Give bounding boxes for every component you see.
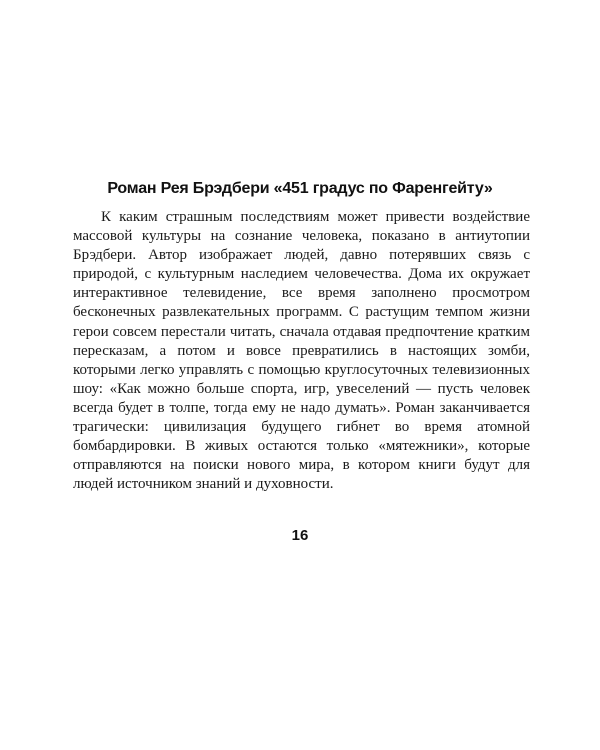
section-heading: Роман Рея Брэдбери «451 градус по Фаренгейту» bbox=[107, 180, 493, 197]
body-paragraph: К каким страшным последствиям может привести воздействие массовой культуры на сознание человека, показано в антиутопии Брэдбери. Автор изображает людей, давно потерявших связь с природой, с культурным наследием человечества. Дома их окружает интерактивное телевидение, все время заполнено просмотром бесконечных развлекательных программ. С растущим темпом жизни герои совсем перестали читать, сначала отдавая предпочтение кратким пересказам, а потом и вовсе превратились в настоящих зомби, которыми легко управлять с помощью круглосуточных телевизионных шоу: «Как можно больше спорта, игр, увеселений — пусть человек всегда будет в толпе, тогда ему не надо думать». Роман заканчивается трагически: цивилизация будущего гибнет во время атомной бомбардировки. В живых остаются только «мятежники», которые отправляются на поиски нового мира, в котором книги будут для людей источником знаний и духовности. bbox=[73, 209, 530, 493]
page-number: 16 bbox=[291, 527, 309, 544]
